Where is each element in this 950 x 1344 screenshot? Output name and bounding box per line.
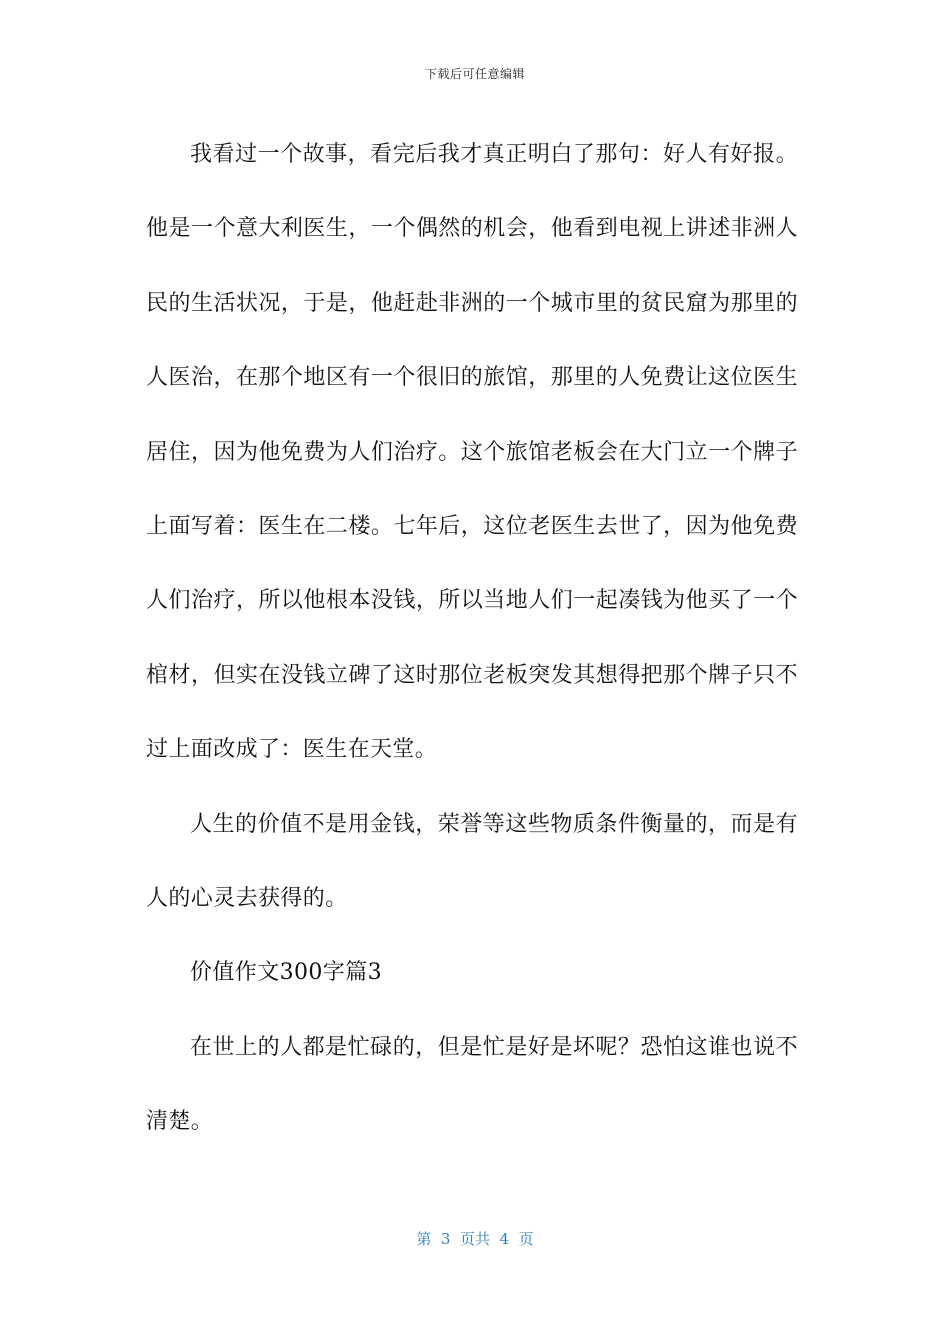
value-paragraph: 人生的价值不是用金钱，荣誉等这些物质条件衡量的，而是有人的心灵去获得的。	[146, 811, 798, 912]
busy-paragraph: 在世上的人都是忙碌的，但是忙是好是坏呢？恐怕这谁也说不清楚。	[146, 1034, 798, 1135]
document-body	[146, 118, 798, 1160]
page-header: 下载后可任意编辑	[424, 67, 525, 81]
story-paragraph: 我看过一个故事，看完后我才真正明白了那句：好人有好报。他是一个意大利医生，一个偶然的机会，他看到电视上讲述非洲人民的生活状况，于是，他赶赴非洲的一个城市里的贫民窟为那里的人医治，在那个地区有一个很旧的旅馆，那里的人免费让这位医生居住，因为他免费为人们治疗。这个旅馆老板会在大门立一个牌子上面写着：医生在二楼。七年后，这位老医生去世了，因为他免费人们治疗，所以他根本没钱，所以当地人们一起凑钱为他买了一个棺材，但实在没钱立碑了这时那位老板突发其想得把那个牌子只不过上面改成了：医生在天堂。	[146, 142, 798, 763]
section-heading: 价值作文300字篇3	[190, 960, 382, 986]
page-footer: 第 3 页共 4 页	[416, 1230, 534, 1248]
